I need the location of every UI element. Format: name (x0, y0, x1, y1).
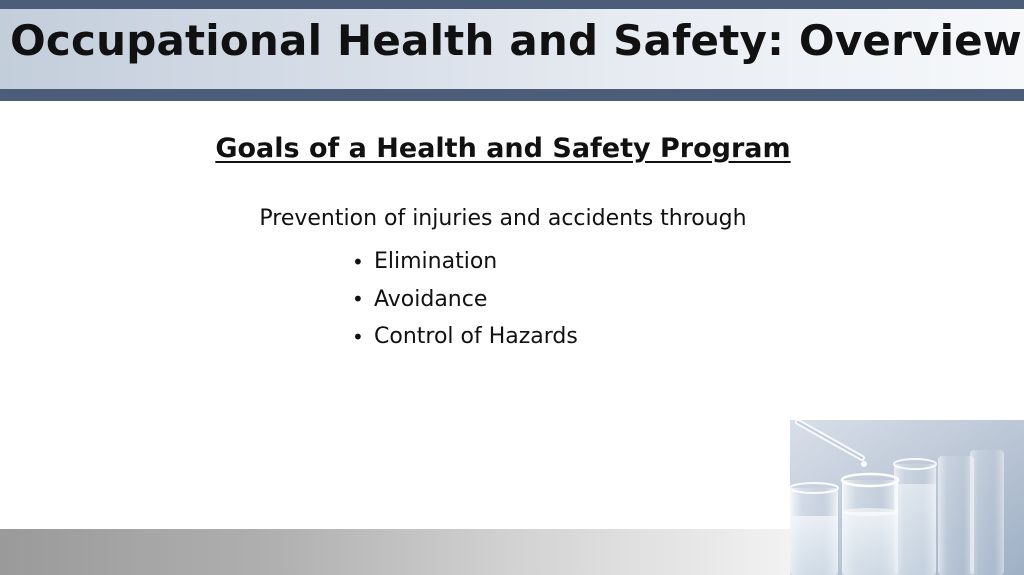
bullet-item-elimination (352, 243, 578, 281)
bullet-label: Control of Hazards (374, 324, 578, 350)
bullet-icon: • (352, 324, 364, 349)
intro-text: Prevention of injuries and accidents through (259, 206, 747, 231)
test-tubes-illustration (790, 420, 1024, 575)
bullet-list (352, 243, 578, 356)
bullet-label: Elimination (374, 249, 498, 275)
footer-band (0, 529, 790, 575)
bullet-icon: • (352, 249, 364, 274)
lab-test-tubes-image (790, 420, 1024, 575)
slide-title: Occupational Health and Safety: Overview (10, 16, 1022, 65)
bullet-item-avoidance (352, 281, 578, 319)
bullet-label: Avoidance (374, 286, 488, 312)
slide-subtitle: Goals of a Health and Safety Program (215, 133, 791, 164)
bullet-item-control-of-hazards (352, 318, 578, 356)
bullet-icon: • (352, 287, 364, 312)
